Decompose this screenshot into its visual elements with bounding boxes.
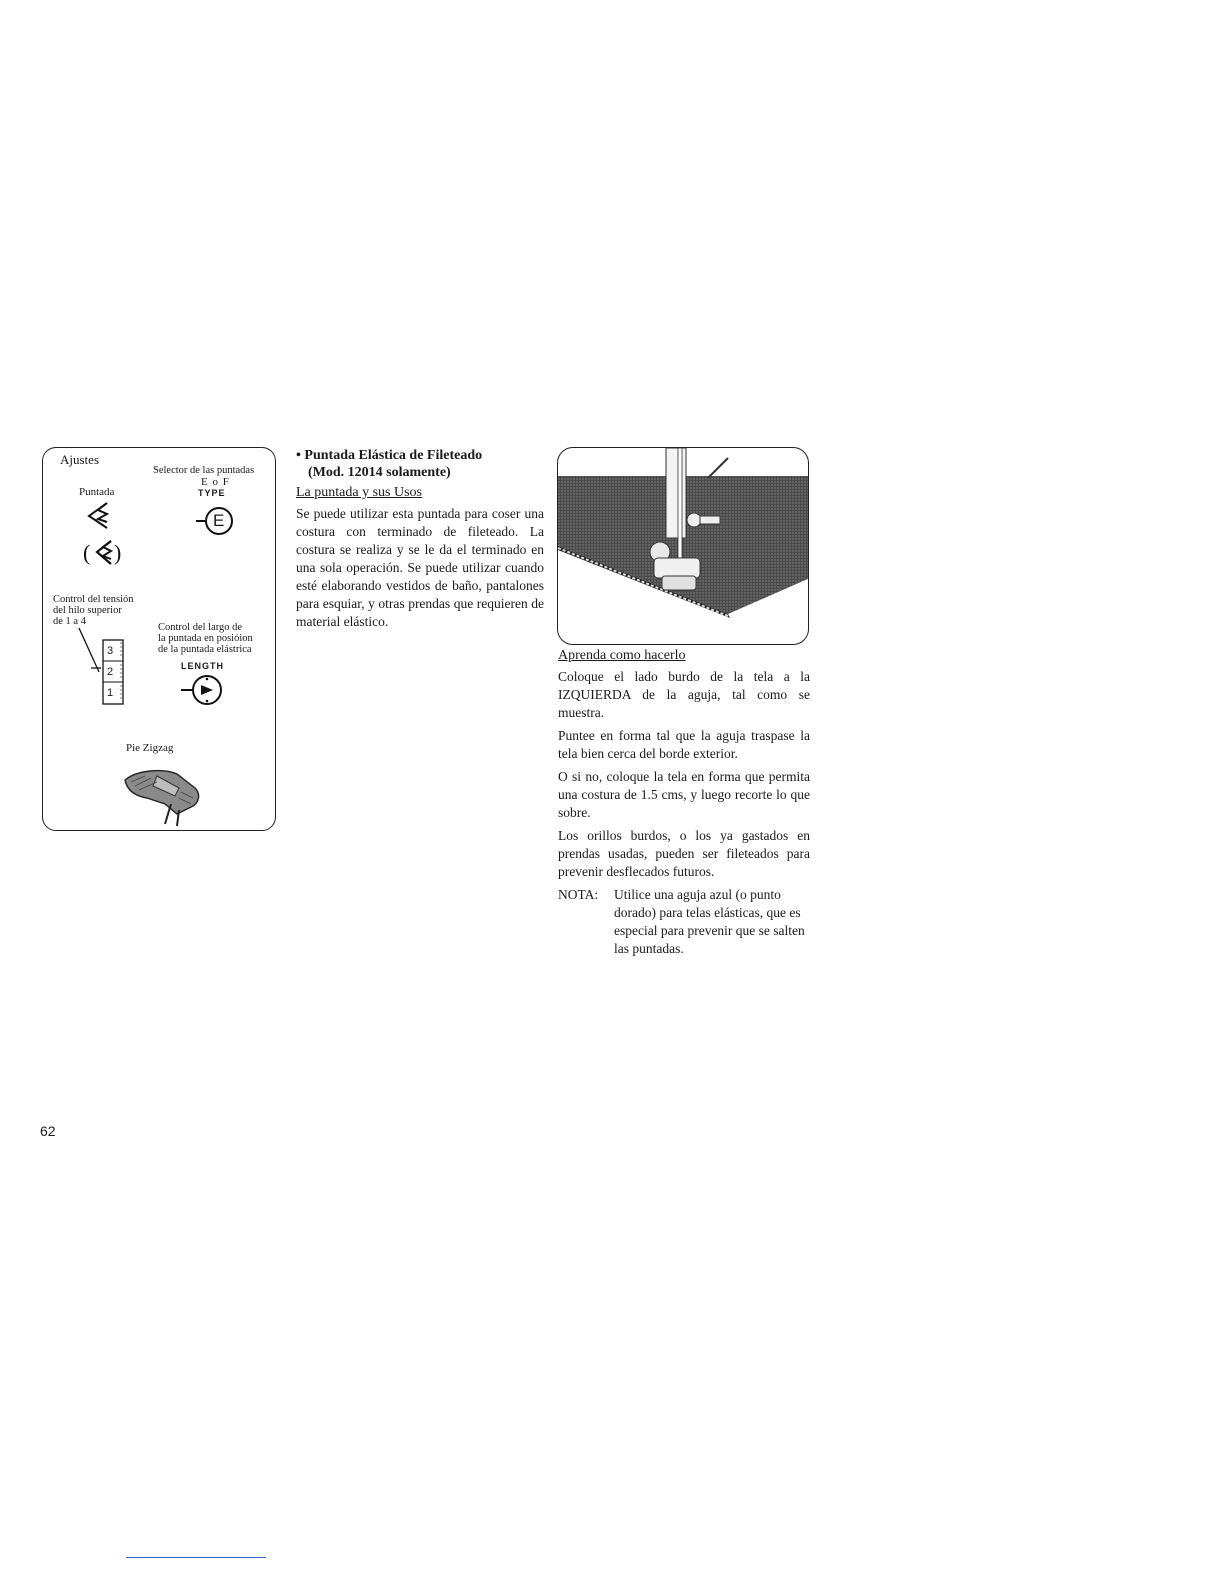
overlock-stitch-photo [558,448,809,645]
settings-panel [42,447,276,831]
uses-paragraph: Se puede utilizar esta puntada para coser una costura con terminado de fileteado. La costura se realiza y se le da el terminado en una sola operación. Se puede utilizar cuando esté elaborando vestidos de baño, pantalones para esquiar, y otras prendas que requieren de material elástico. [296,506,544,629]
elastic-overlock-stitch-icon [85,500,111,530]
stitch-label: Puntada [79,486,115,498]
stitch-description [296,447,544,631]
type-label: TYPE [198,488,226,498]
zigzag-foot-icon [117,758,213,830]
sewing-photo [557,447,809,645]
section-subtitle: (Mod. 12014 solamente) [308,465,451,480]
howto-paragraph-3: O si no, coloque la tela en forma que permita una costura de 1.5 cms, y luego recorte lo que sobre. [558,769,810,820]
tension-number-2: 2 [107,666,114,678]
section-title: • Puntada Elástica de Fileteado [296,448,483,463]
svg-text:): ) [114,540,122,565]
uses-heading: La puntada y sus Usos [296,485,422,500]
selector-label: Selector de las puntadas [153,465,255,476]
svg-text:(: ( [83,540,91,565]
bullet: • [296,448,301,463]
note [558,886,810,958]
howto-paragraph-1: Coloque el lado burdo de la tela a la IZQUIERDA de la aguja, tal como se muestra. [558,669,810,720]
note-label: NOTA: [558,887,599,902]
length-description: Control del largo de la puntada en posióion de la puntada elástrica [158,622,253,655]
tension-dial-icon [61,624,131,708]
howto-section [558,648,810,958]
note-text: Utilice una aguja azul (o punto dorado) para telas elásticas, que es especial para prevenir que se salten las puntadas. [614,887,805,956]
howto-paragraph-2: Puntee en forma tal que la aguja traspase la tela bien cerca del borde exterior. [558,728,810,761]
tension-label: Control del tensión del hilo superior de 1 a 4 [53,594,134,627]
settings-title: Ajustes [60,452,99,467]
length-dial-icon [177,670,227,710]
tension-number-1: 1 [107,687,114,699]
footer-rule [126,1557,266,1558]
length-label: LENGTH [181,661,224,671]
tension-number-3: 3 [107,645,114,657]
page-number: 62 [40,1123,56,1139]
foot-label: Pie Zigzag [126,742,174,754]
howto-heading: Aprenda como hacerlo [558,648,686,663]
howto-paragraph-4: Los orillos burdos, o los ya gastados en prendas usadas, pueden ser fileteados para prevenir desflecados futuros. [558,828,810,879]
alt-stitch-icon [81,536,125,570]
type-dial-letter: E [213,511,225,530]
selector-value: E o F [201,476,230,488]
